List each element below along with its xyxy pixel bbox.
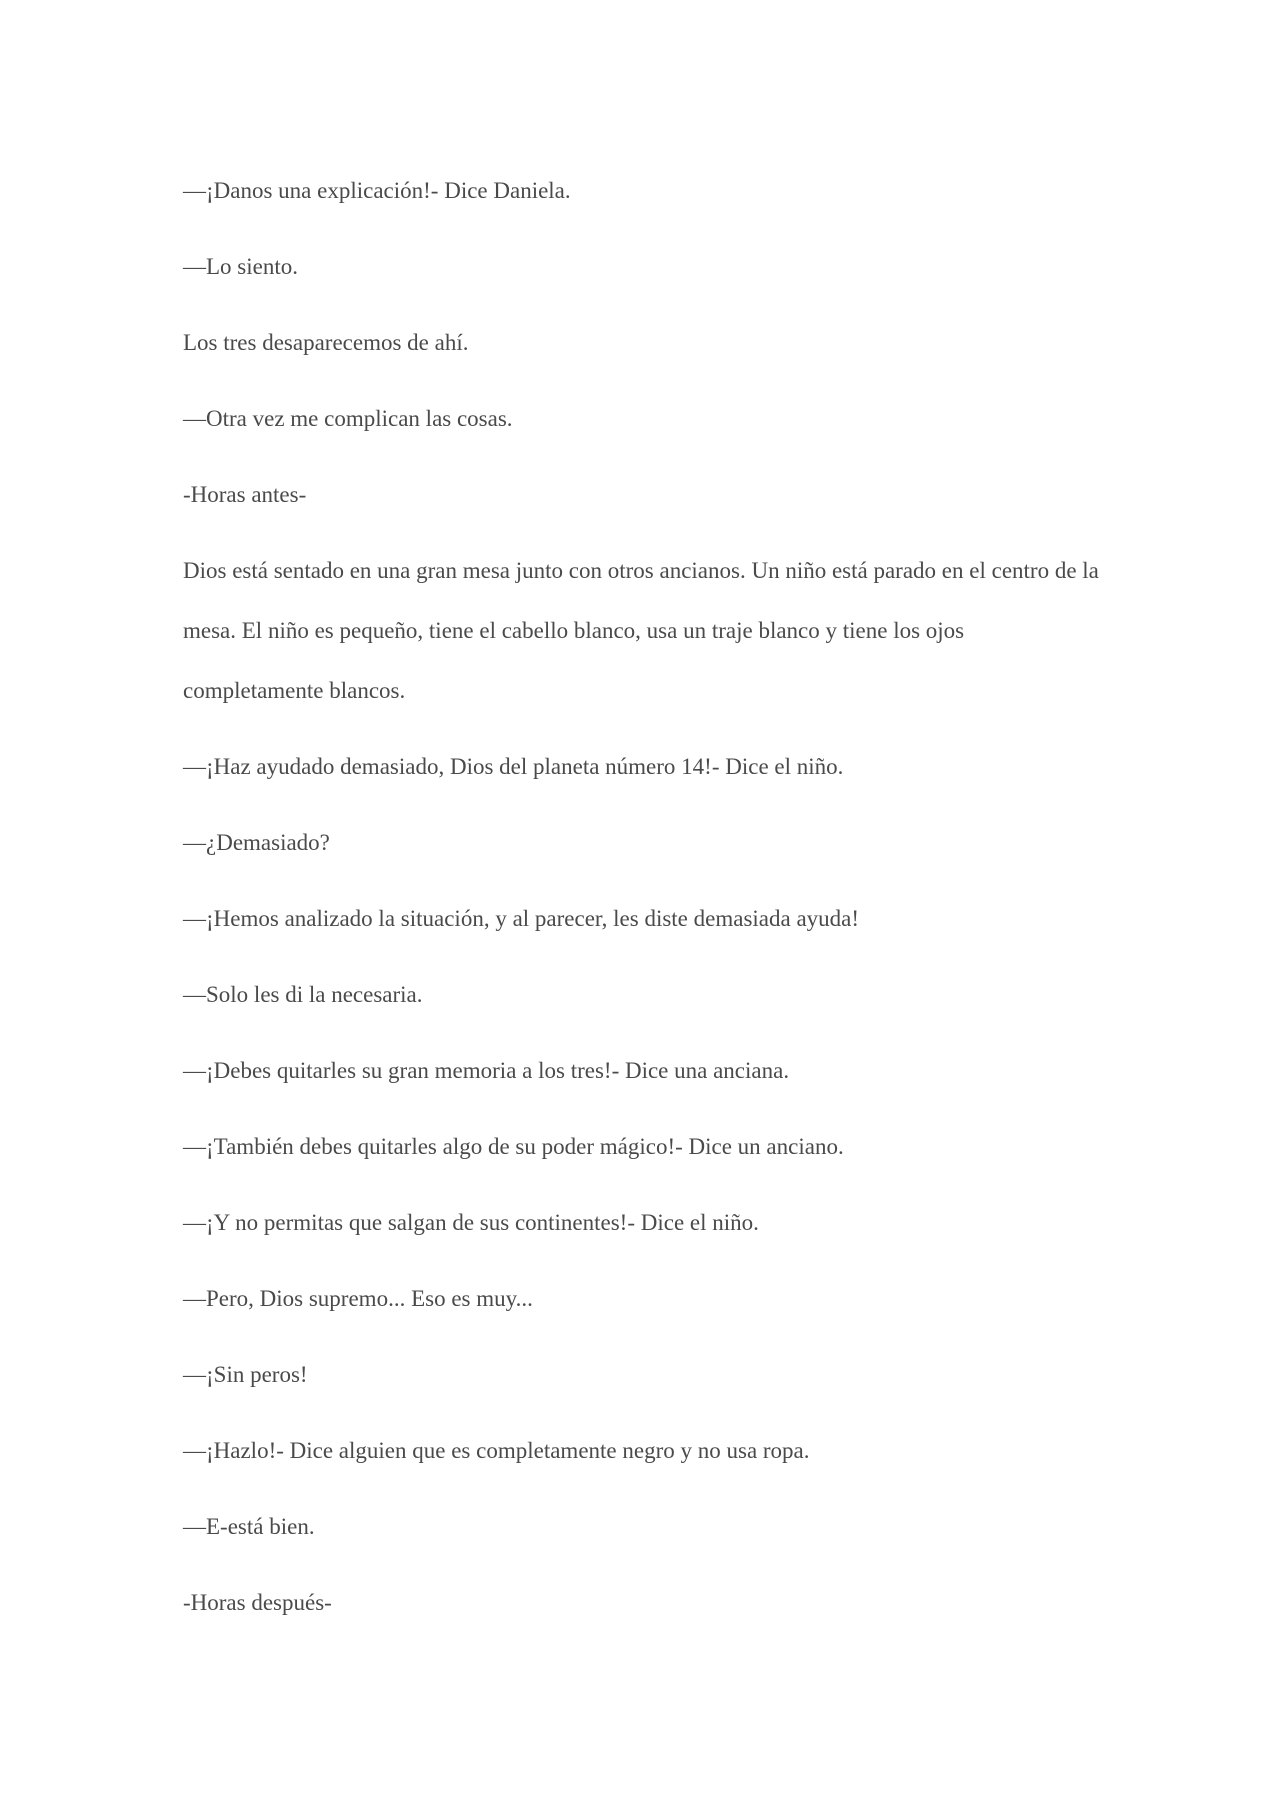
paragraph: —Lo siento. <box>183 254 298 279</box>
paragraph: —¡Haz ayudado demasiado, Dios del planeta número 14!- Dice el niño. <box>183 754 844 779</box>
paragraph: —E-está bien. <box>183 1514 315 1539</box>
paragraph: —¡Danos una explicación!- Dice Daniela. <box>183 178 571 203</box>
paragraph: —Solo les di la necesaria. <box>183 982 423 1007</box>
paragraph: —¡También debes quitarles algo de su poder mágico!- Dice un anciano. <box>183 1134 844 1159</box>
paragraph: —¡Hazlo!- Dice alguien que es completamente negro y no usa ropa. <box>183 1438 810 1463</box>
document-body <box>183 176 1103 1664</box>
paragraph: -Horas después- <box>183 1590 332 1615</box>
paragraph: —¡Hemos analizado la situación, y al parecer, les diste demasiada ayuda! <box>183 906 860 931</box>
paragraph: —¡Sin peros! <box>183 1362 308 1387</box>
paragraph: —Pero, Dios supremo... Eso es muy... <box>183 1286 533 1311</box>
paragraph: —¡Debes quitarles su gran memoria a los tres!- Dice una anciana. <box>183 1058 790 1083</box>
paragraph: —Otra vez me complican las cosas. <box>183 406 513 431</box>
paragraph: —¿Demasiado? <box>183 830 330 855</box>
paragraph: -Horas antes- <box>183 482 307 507</box>
paragraph: Dios está sentado en una gran mesa junto con otros ancianos. Un niño está parado en el centro de la mesa. El niño es pequeño, tiene el cabello blanco, usa un traje blanco y tiene los ojos completamente blancos. <box>183 558 1099 703</box>
paragraph: Los tres desaparecemos de ahí. <box>183 330 469 355</box>
paragraph: —¡Y no permitas que salgan de sus continentes!- Dice el niño. <box>183 1210 759 1235</box>
